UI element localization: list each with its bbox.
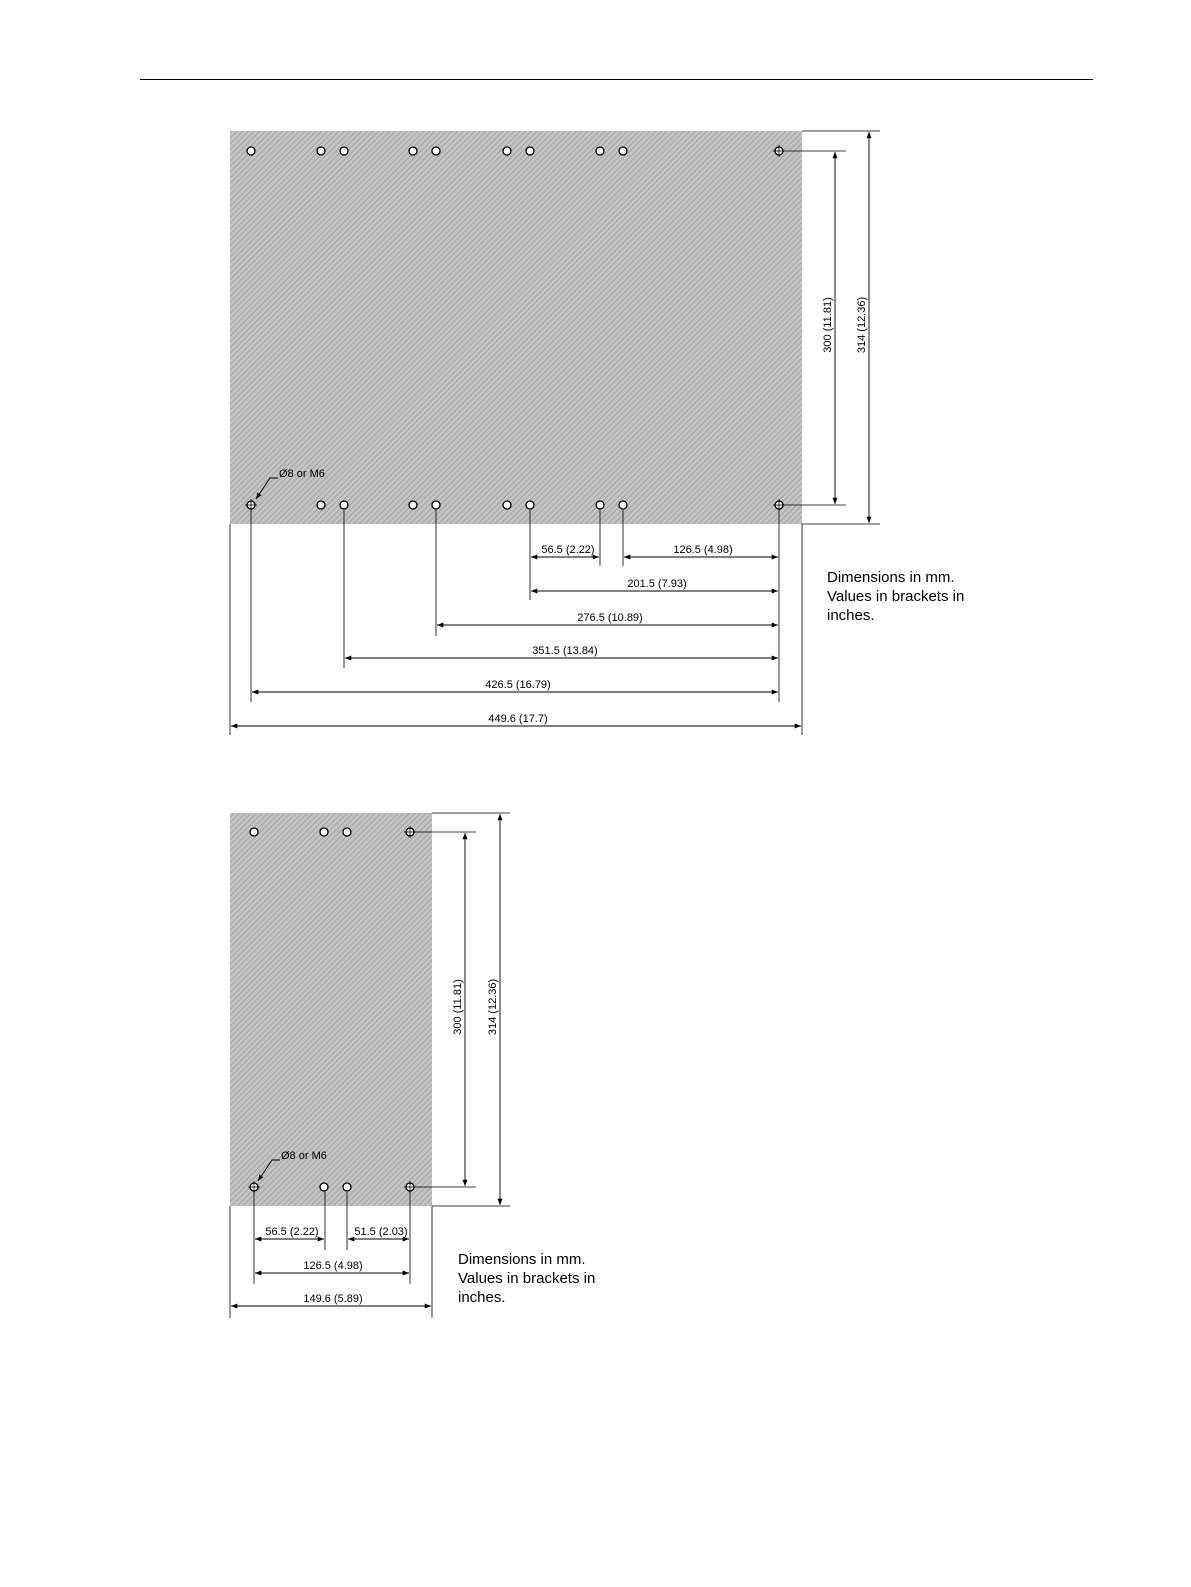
dim-label-314: 314 (12.36) [856, 296, 868, 354]
mounting-hole [250, 828, 258, 836]
dim-label-149-6: 149.6 (5.89) [303, 1293, 363, 1305]
mounting-hole [409, 501, 417, 509]
dim-label-426-5: 426.5 (16.79) [485, 679, 551, 691]
mounting-hole [340, 147, 348, 155]
mounting-hole [320, 828, 328, 836]
dim-label-300: 300 (11.81) [822, 297, 834, 353]
mounting-hole [343, 828, 351, 836]
drawing-2 [230, 813, 510, 1318]
mounting-hole [526, 501, 534, 509]
drawing-1 [230, 131, 880, 735]
mounting-hole [619, 501, 627, 509]
mounting-plate-1 [230, 131, 802, 524]
mounting-hole [317, 147, 325, 155]
mounting-hole [619, 147, 627, 155]
mounting-hole [343, 1183, 351, 1191]
mounting-hole [320, 1183, 328, 1191]
mounting-hole [432, 147, 440, 155]
mounting-hole [340, 501, 348, 509]
mounting-hole [503, 147, 511, 155]
note-line: Values in brackets in [827, 588, 965, 605]
mounting-hole [526, 147, 534, 155]
dimensions-note-1 [827, 568, 964, 625]
mounting-hole [247, 147, 255, 155]
dim-label-201-5: 201.5 (7.93) [627, 578, 687, 590]
mounting-hole [432, 501, 440, 509]
dim-label-126-5: 126.5 (4.98) [673, 544, 733, 556]
dim-label-56-5: 56.5 (2.22) [265, 1226, 319, 1238]
dim-label-56-5: 56.5 (2.22) [541, 544, 595, 556]
dim-label-276-5: 276.5 (10.89) [577, 612, 643, 624]
dim-label-51-5: 51.5 (2.03) [354, 1226, 408, 1238]
note-line: Dimensions in mm. [458, 1251, 586, 1268]
hole-label-1: Ø8 or M6 [279, 468, 325, 480]
mounting-plate-2 [230, 813, 432, 1206]
dim-label-351-5: 351.5 (13.84) [532, 645, 598, 657]
mounting-hole [409, 147, 417, 155]
dim-label-126-5: 126.5 (4.98) [303, 1260, 363, 1272]
dimensions-note-2 [458, 1250, 595, 1307]
note-line: inches. [827, 607, 875, 624]
dim-label-314: 314 (12.36) [487, 978, 499, 1036]
note-line: Values in brackets in [458, 1270, 596, 1287]
note-line: Dimensions in mm. [827, 569, 955, 586]
mounting-hole [503, 501, 511, 509]
mounting-hole [317, 501, 325, 509]
hole-label-2: Ø8 or M6 [281, 1150, 327, 1162]
note-line: inches. [458, 1289, 506, 1306]
dim-label-449-6: 449.6 (17.7) [488, 713, 548, 725]
mounting-hole [596, 147, 604, 155]
dim-label-300: 300 (11.81) [452, 979, 464, 1035]
mounting-hole [596, 501, 604, 509]
